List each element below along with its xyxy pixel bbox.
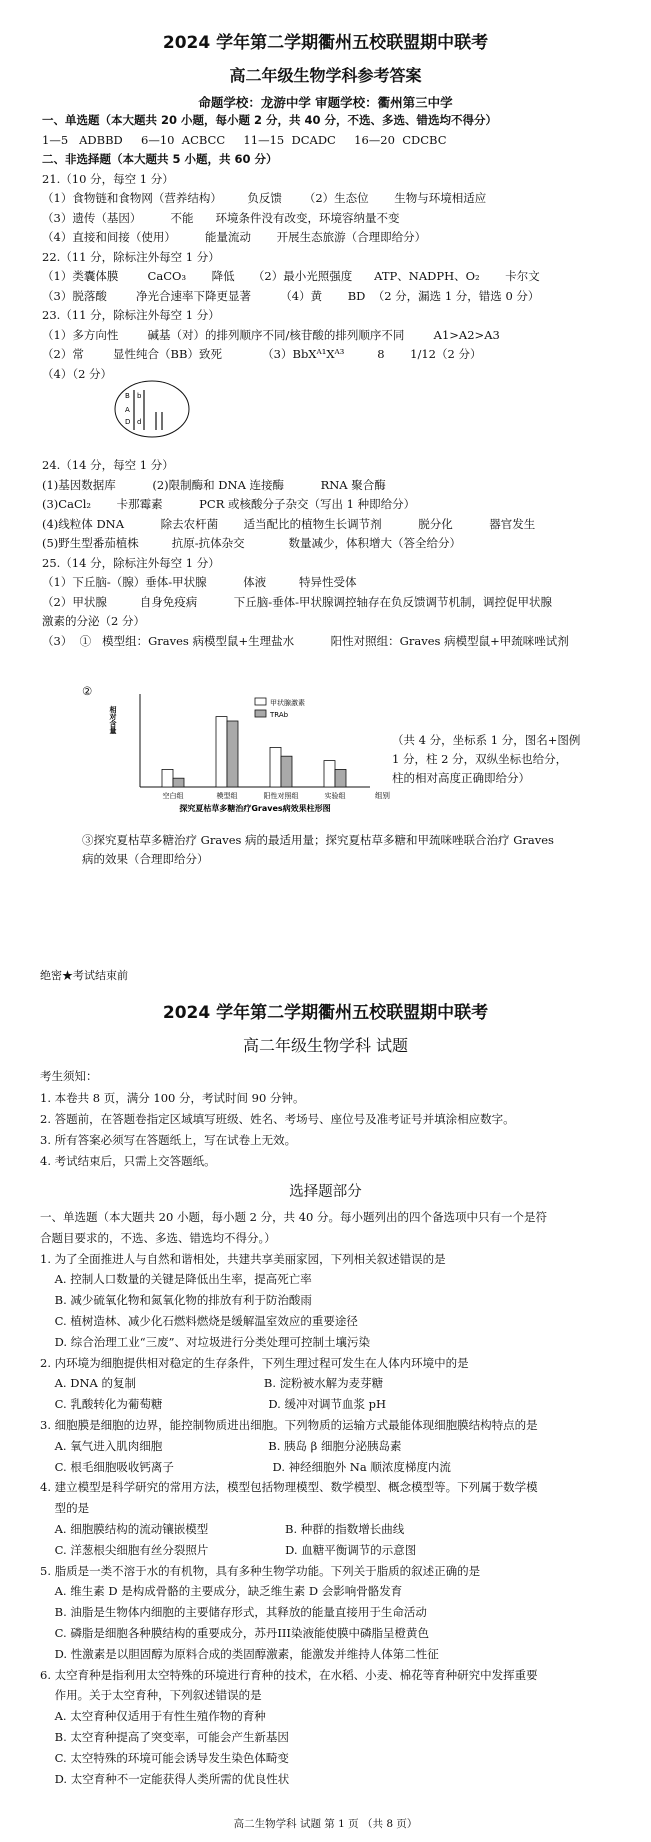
text-line: A. 控制人口数量的关键是降低出生率，提高死亡率 [40, 1272, 312, 1287]
text-line: 3. 细胞膜是细胞的边界，能控制物质进出细胞。下列物质的运输方式最能体现细胞膜结构特点的是 [40, 1418, 538, 1432]
bar-trab [173, 778, 184, 787]
legend-label: TRAb [270, 711, 289, 719]
text-line: 1. 本卷共 8 页，满分 100 分，考试时间 90 分钟。 [40, 1091, 305, 1105]
text-line: 4. 建立模型是科学研究的常用方法，模型包括物理模型、数学模型、概念模型等。下列属于数学模 [40, 1480, 538, 1495]
text-line: 作用。关于太空育种，下列叙述错误的是 [40, 1688, 262, 1703]
answer-schools: 命题学校：龙游中学 审题学校：衢州第三中学 [198, 95, 453, 110]
text-line: 合题目要求的，不选、多选、错选均不得分。） [40, 1230, 276, 1245]
category-label: 模型组 [216, 792, 238, 800]
text-line: A. 氧气进入肌肉细胞 B. 胰岛 β 细胞分泌胰岛素 [40, 1438, 402, 1453]
text-line: B. 油脂是生物体内细胞的主要储存形式，其释放的能量直接用于生命活动 [40, 1605, 427, 1620]
text-line: 1 分，柱 2 分，双纵坐标也给分， [392, 752, 568, 766]
legend-swatch [255, 710, 266, 717]
category-label: 实验组 [324, 792, 346, 800]
text-line: D. 性激素是以胆固醇为原料合成的类固醇激素，能激发并维持人体第二性征 [40, 1646, 439, 1661]
secret-label: 绝密★考试结束前 [40, 969, 128, 982]
legend-swatch [255, 698, 266, 705]
text-line: 6. 太空育种是指利用太空特殊的环境进行育种的技术，在水稻、小麦、棉花等育种研究中发挥重要 [40, 1667, 538, 1682]
text-line: C. 太空特殊的环境可能会诱导发生染色体畸变 [40, 1750, 289, 1765]
text-line: （2）甲状腺 自身免疫病 下丘脑-垂体-甲状腺调控轴存在负反馈调节机制，调控促甲状腺 [42, 594, 553, 609]
text-line: (4)线粒体 DNA 除去农杆菌 适当配比的植物生长调节剂 脱分化 器官发生 [42, 516, 536, 531]
exam-subtitle: 高二年级生物学科 试题 [242, 1036, 409, 1055]
text-line: 1—5 ADBBD 6—10 ACBCC 11—15 DCADC 16—20 CDCBC [42, 132, 447, 147]
text-line: B. 减少硫氧化物和氮氧化物的排放有利于防治酸雨 [40, 1293, 312, 1308]
text-line: 4. 考试结束后，只需上交答题纸。 [40, 1154, 216, 1168]
text-line: （3）遗传（基因） 不能 环境条件没有改变，环境容纳量不变 [42, 210, 400, 225]
text-line: 柱的相对高度正确即给分） [392, 771, 530, 785]
text-line: （1）多方向性 碱基（对）的排列顺序不同/核苷酸的排列顺序不同 A1>A2>A3 [42, 327, 500, 342]
text-line: (3)CaCl₂ 卡那霉素 PCR 或核酸分子杂交（写出 1 种即给分） [42, 497, 416, 511]
bar-trab [281, 756, 292, 787]
cell-label: B [125, 392, 130, 400]
text-line: D. 综合治理工业“三废”、对垃圾进行分类处理可控制土壤污染 [40, 1334, 370, 1349]
text-line: 一、单选题（本大题共 20 小题，每小题 2 分，共 40 分，不选、多选、错选均不得分） [42, 113, 498, 127]
text-line: 22.（11 分，除标注外每空 1 分） [42, 249, 220, 264]
text-line: B. 太空育种提高了突变率，可能会产生新基因 [40, 1730, 289, 1744]
text-line: 病的效果（合理即给分） [82, 852, 209, 866]
text-line: D. 太空育种不一定能获得人类所需的优良性状 [40, 1771, 290, 1786]
text-line: C. 磷脂是细胞各种膜结构的重要成分，苏丹III染液能使膜中磷脂呈橙黄色 [40, 1626, 429, 1640]
text-line: 5. 脂质是一类不溶于水的有机物，具有多种生物学功能。下列关于脂质的叙述正确的是 [40, 1563, 481, 1578]
cell-label: b [137, 392, 142, 400]
legend-label: 甲状腺激素 [270, 699, 305, 707]
text-line: 25.（14 分，除标注外每空 1 分） [42, 555, 220, 570]
chart-title: 探究夏枯草多糖治疗Graves病效果柱形图 [179, 804, 331, 813]
text-line: （4）直接和间接（使用） 能量流动 开展生态旅游（合理即给分） [42, 230, 427, 244]
legend [255, 698, 305, 719]
bar-chart [95, 688, 405, 816]
text-line: （1）下丘脑-（腺）垂体-甲状腺 体液 特异性受体 [42, 575, 357, 589]
page-footer: 高二生物学科 试题 第 1 页 （共 8 页） [233, 1818, 418, 1830]
notice-title: 考生须知： [40, 1069, 98, 1083]
text-line: A. DNA 的复制 B. 淀粉被水解为麦芽糖 [40, 1376, 384, 1391]
text-line: （2）常 显性纯合（BB）致死 （3）BbXᴬ¹Xᴬ³ 8 1/12（2 分） [42, 347, 482, 361]
answer-subtitle: 高二年级生物学科参考答案 [229, 66, 422, 85]
category-label: 空白组 [162, 792, 184, 800]
answer-title: 2024 学年第二学期衢州五校联盟期中联考 [162, 33, 489, 53]
bar-thyroid-hormone [216, 717, 227, 787]
y-axis-label: 相对含量 [109, 706, 117, 734]
cell-diagram [112, 378, 192, 440]
text-line: C. 根毛细胞吸收钙离子 D. 神经细胞外 Na 顺浓度梯度内流 [40, 1459, 451, 1474]
bar-trab [227, 721, 238, 787]
section-title: 选择题部分 [289, 1184, 362, 1200]
bar-trab [335, 769, 346, 787]
text-line: C. 洋葱根尖细胞有丝分裂照片 D. 血糖平衡调节的示意图 [40, 1542, 417, 1557]
text-line: （1）食物链和食物网（营养结构） 负反馈 （2）生态位 生物与环境相适应 [42, 191, 487, 205]
text-line: 1. 为了全面推进人与自然和谐相处，共建共享美丽家园，下列相关叙述错误的是 [40, 1251, 446, 1266]
text-line: 23.（11 分，除标注外每空 1 分） [42, 308, 220, 322]
bar-thyroid-hormone [162, 769, 173, 787]
cell-label: D [125, 418, 131, 426]
text-line: 2. 内环境为细胞提供相对稳定的生存条件，下列生理过程可发生在人体内环境中的是 [40, 1355, 469, 1370]
cell-label: A [125, 406, 130, 414]
text-line: A. 太空育种仅适用于有性生殖作物的育种 [40, 1709, 266, 1724]
text-line: (5)野生型番茄植株 抗原-抗体杂交 数量减少，体积增大（答全给分） [42, 536, 461, 550]
text-line: （4）（2 分） [42, 366, 113, 381]
text-line: （共 4 分，坐标系 1 分，图名+图例 [392, 733, 581, 747]
exam-title: 2024 学年第二学期衢州五校联盟期中联考 [162, 1003, 489, 1023]
text-line: ③探究夏枯草多糖治疗 Graves 病的最适用量；探究夏枯草多糖和甲巯咪唑联合治疗 Graves [82, 833, 554, 847]
text-line: 一、单选题（本大题共 20 小题，每小题 2 分，共 40 分。每小题列出的四个备选项中只有一个是符 [40, 1210, 548, 1224]
text-line: 激素的分泌（2 分） [42, 614, 145, 628]
text-line: A. 维生素 D 是构成骨骼的主要成分，缺乏维生素 D 会影响骨骼发育 [40, 1584, 403, 1599]
x-axis-label: 组别 [375, 791, 390, 800]
cell-label: d [137, 418, 142, 426]
text-line: 3. 所有答案必须写在答题纸上，写在试卷上无效。 [40, 1133, 297, 1147]
text-line: 型的是 [40, 1501, 90, 1516]
bar-thyroid-hormone [270, 747, 281, 787]
bar-thyroid-hormone [324, 761, 335, 787]
text-line: (1)基因数据库 (2)限制酶和 DNA 连接酶 RNA 聚合酶 [42, 477, 386, 492]
text-line: A. 细胞膜结构的流动镶嵌模型 B. 种群的指数增长曲线 [40, 1522, 405, 1536]
text-line: （3） ① 模型组：Graves 病模型鼠+生理盐水 阳性对照组：Graves 病模型鼠+甲巯咪唑试剂 [42, 633, 569, 648]
q3-label: ② [82, 684, 93, 698]
text-line: C. 乳酸转化为葡萄糖 D. 缓冲对调节血浆 pH [40, 1397, 386, 1412]
text-line: （1）类囊体膜 CaCO₃ 降低 （2）最小光照强度 ATP、NADPH、O₂ 卡尔文 [42, 269, 540, 283]
category-label: 阳性对照组 [263, 792, 299, 800]
text-line: 24.（14 分，每空 1 分） [42, 458, 174, 472]
text-line: 二、非选择题（本大题共 5 小题，共 60 分） [42, 152, 278, 166]
text-line: 2. 答题前，在答题卷指定区域填写班级、姓名、考场号、座位号及准考证号并填涂相应数字。 [40, 1112, 515, 1126]
text-line: C. 植树造林、减少化石燃料燃烧是缓解温室效应的重要途径 [40, 1314, 358, 1328]
text-line: （3）脱落酸 净光合速率下降更显著 （4）黄 BD （2 分，漏选 1 分，错选 0 分） [42, 288, 540, 303]
text-line: 21.（10 分，每空 1 分） [42, 171, 174, 186]
